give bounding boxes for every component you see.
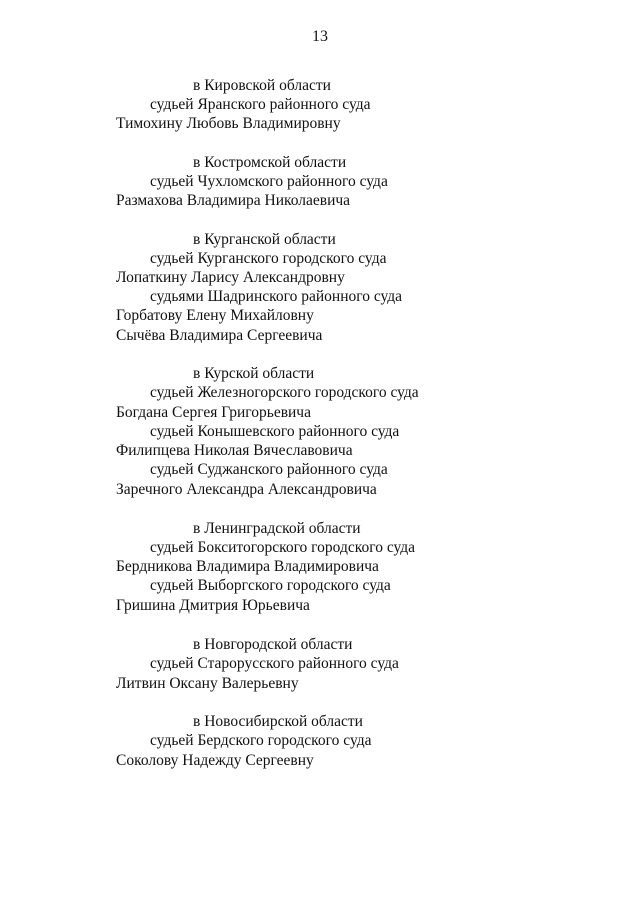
court-line: судьей Бердского городского суда	[150, 732, 372, 749]
judge-name: Горбатову Елену Михайловну	[116, 307, 314, 324]
region-heading: в Новгородской области	[193, 636, 353, 653]
region-heading: в Костромской области	[193, 154, 347, 171]
judge-name: Богдана Сергея Григорьевича	[116, 404, 311, 421]
court-line: судьей Курганского городского суда	[150, 250, 387, 267]
region-heading: в Курской области	[193, 365, 315, 382]
judge-name: Размахова Владимира Николаевича	[116, 192, 351, 209]
court-line: судьей Суджанского районного суда	[150, 461, 388, 478]
court-line: судьей Выборгского городского суда	[150, 577, 391, 594]
judge-name: Бердникова Владимира Владимировича	[116, 558, 379, 575]
judge-name: Сычёва Владимира Сергеевича	[116, 327, 323, 344]
judge-name: Литвин Оксану Валерьевну	[116, 675, 299, 692]
region-heading: в Кировской области	[193, 77, 331, 94]
region-heading: в Курганской области	[193, 231, 336, 248]
judge-name: Гришина Дмитрия Юрьевича	[116, 597, 310, 614]
region-heading: в Новосибирской области	[193, 713, 363, 730]
court-line: судьей Чухломского районного суда	[150, 173, 388, 190]
page-number: 13	[312, 28, 328, 45]
judge-name: Заречного Александра Александровича	[116, 481, 377, 498]
court-line: судьей Яранского районного суда	[150, 96, 371, 113]
court-line: судьями Шадринского районного суда	[150, 288, 403, 305]
judge-name: Филипцева Николая Вячеславовича	[116, 442, 353, 459]
court-line: судьей Конышевского районного суда	[150, 423, 400, 440]
court-line: судьей Старорусского районного суда	[150, 655, 399, 672]
court-line: судьей Бокситогорского городского суда	[150, 539, 416, 556]
judge-name: Тимохину Любовь Владимировну	[116, 115, 341, 132]
judge-name: Лопаткину Ларису Александровну	[116, 269, 345, 286]
region-heading: в Ленинградской области	[193, 520, 361, 537]
judge-name: Соколову Надежду Сергеевну	[116, 752, 314, 769]
court-line: судьей Железногорского городского суда	[150, 384, 419, 401]
